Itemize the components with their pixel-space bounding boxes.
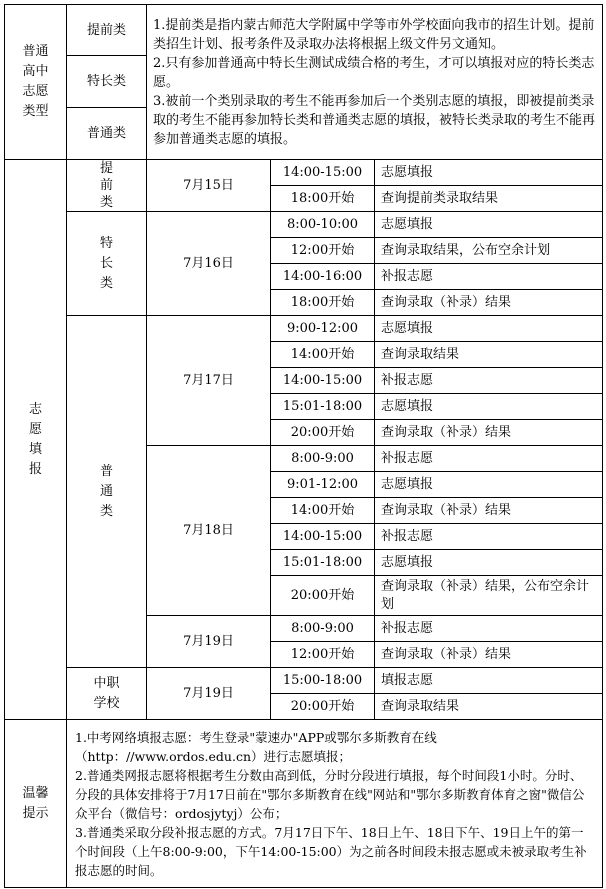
- time-cell: 15:00-18:00: [271, 668, 375, 694]
- activity-cell: 查询录取（补录）结果: [375, 498, 603, 524]
- time-cell: 9:00-12:00: [271, 316, 375, 342]
- section-header-filling: 志 愿 填 报: [5, 160, 67, 720]
- activity-cell: 志愿填报: [375, 316, 603, 342]
- activity-cell: 补报志愿: [375, 524, 603, 550]
- note-item: 2.只有参加普通高中特长生测试成绩合格的考生，才可以填报对应的特长类志愿。: [153, 55, 595, 90]
- schedule-row: [5, 160, 603, 186]
- tip-item: 2.普通类网报志愿将根据考生分数由高到低，分时分段进行填报，每个时间段1小时。分时、分段的具体安排将于7月17日前在"鄂尔多斯教育在线"网站和"鄂尔多斯教育体育之窗"微信公众平台（微信号：ordosjytyj）公布；: [75, 767, 585, 821]
- time-cell: 14:00-15:00: [271, 368, 375, 394]
- schedule-row: [5, 212, 603, 238]
- tips-content: [67, 720, 603, 888]
- time-cell: 14:00-16:00: [271, 264, 375, 290]
- schedule-row: [5, 316, 603, 342]
- date-cell: 7月17日: [147, 316, 271, 446]
- time-cell: 18:00开始: [271, 290, 375, 316]
- time-cell: 20:00开始: [271, 420, 375, 446]
- time-cell: 12:00开始: [271, 642, 375, 668]
- activity-cell: 填报志愿: [375, 668, 603, 694]
- time-cell: 8:00-9:00: [271, 616, 375, 642]
- date-cell: 7月19日: [147, 616, 271, 668]
- note-item: 1.提前类是指内蒙古师范大学附属中学等市外学校面向我市的招生计划。提前类招生计划、报考条件及录取办法将根据上级文件另文通知。: [153, 17, 595, 52]
- activity-cell: 志愿填报: [375, 160, 603, 186]
- activity-cell: 补报志愿: [375, 264, 603, 290]
- tip-item: 3.普通类采取分段补报志愿的方式。7月17日下午、18日上午、18日下午、19日上午的第一个时间段（上午8:00-9:00，下午14:00-15:00）为之前各时间段未报志愿或未被录取考生补报志愿的时间。: [75, 824, 587, 878]
- time-cell: 15:01-18:00: [271, 550, 375, 576]
- activity-cell: 补报志愿: [375, 616, 603, 642]
- tip-item: 1.中考网络填报志愿：考生登录"蒙速办"APP或鄂尔多斯教育在线（http：//www.ordos.edu.cn）进行志愿填报；: [75, 729, 437, 764]
- category-zhongzhi: 中职 学校: [67, 668, 147, 720]
- admission-schedule-table: [4, 4, 603, 888]
- time-cell: 15:01-18:00: [271, 394, 375, 420]
- type-techang: 特长类: [67, 56, 147, 108]
- time-cell: 12:00开始: [271, 238, 375, 264]
- date-cell: 7月16日: [147, 212, 271, 316]
- activity-cell: 查询录取（补录）结果: [375, 642, 603, 668]
- activity-cell: 查询录取（补录）结果: [375, 290, 603, 316]
- type-notes: [147, 5, 603, 160]
- activity-cell: 志愿填报: [375, 550, 603, 576]
- section-header-types: 普通 高中 志愿 类型: [5, 5, 67, 160]
- activity-cell: 志愿填报: [375, 394, 603, 420]
- type-tiqian: 提前类: [67, 5, 147, 56]
- activity-cell: 查询录取（补录）结果，公布空余计划: [375, 576, 603, 616]
- date-cell: 7月19日: [147, 668, 271, 720]
- time-cell: 20:00开始: [271, 576, 375, 616]
- schedule-row: [5, 668, 603, 694]
- time-cell: 8:00-9:00: [271, 446, 375, 472]
- note-item: 3.被前一个类别录取的考生不能再参加后一个类别志愿的填报，即被提前类录取的考生不能再参加特长类和普通类志愿的填报，被特长类录取的考生不能再参加普通类志愿的填报。: [153, 93, 596, 147]
- date-cell: 7月18日: [147, 446, 271, 616]
- activity-cell: 志愿填报: [375, 472, 603, 498]
- type-putong: 普通类: [67, 108, 147, 160]
- time-cell: 20:00开始: [271, 694, 375, 720]
- activity-cell: 查询提前类录取结果: [375, 186, 603, 212]
- activity-cell: 查询录取结果，公布空余计划: [375, 238, 603, 264]
- category-putong: 普 通 类: [67, 316, 147, 668]
- category-tiqian: 提 前 类: [67, 160, 147, 212]
- activity-cell: 查询录取结果: [375, 342, 603, 368]
- activity-cell: 查询录取（补录）结果: [375, 420, 603, 446]
- activity-cell: 志愿填报: [375, 212, 603, 238]
- activity-cell: 补报志愿: [375, 368, 603, 394]
- time-cell: 14:00开始: [271, 498, 375, 524]
- time-cell: 14:00-15:00: [271, 160, 375, 186]
- section-header-tips: 温馨 提示: [5, 720, 67, 888]
- time-cell: 14:00-15:00: [271, 524, 375, 550]
- time-cell: 14:00开始: [271, 342, 375, 368]
- category-techang: 特 长 类: [67, 212, 147, 316]
- activity-cell: 补报志愿: [375, 446, 603, 472]
- activity-cell: 查询录取结果: [375, 694, 603, 720]
- time-cell: 8:00-10:00: [271, 212, 375, 238]
- date-cell: 7月15日: [147, 160, 271, 212]
- type-row: [5, 5, 603, 56]
- tips-row: [5, 720, 603, 888]
- time-cell: 9:01-12:00: [271, 472, 375, 498]
- time-cell: 18:00开始: [271, 186, 375, 212]
